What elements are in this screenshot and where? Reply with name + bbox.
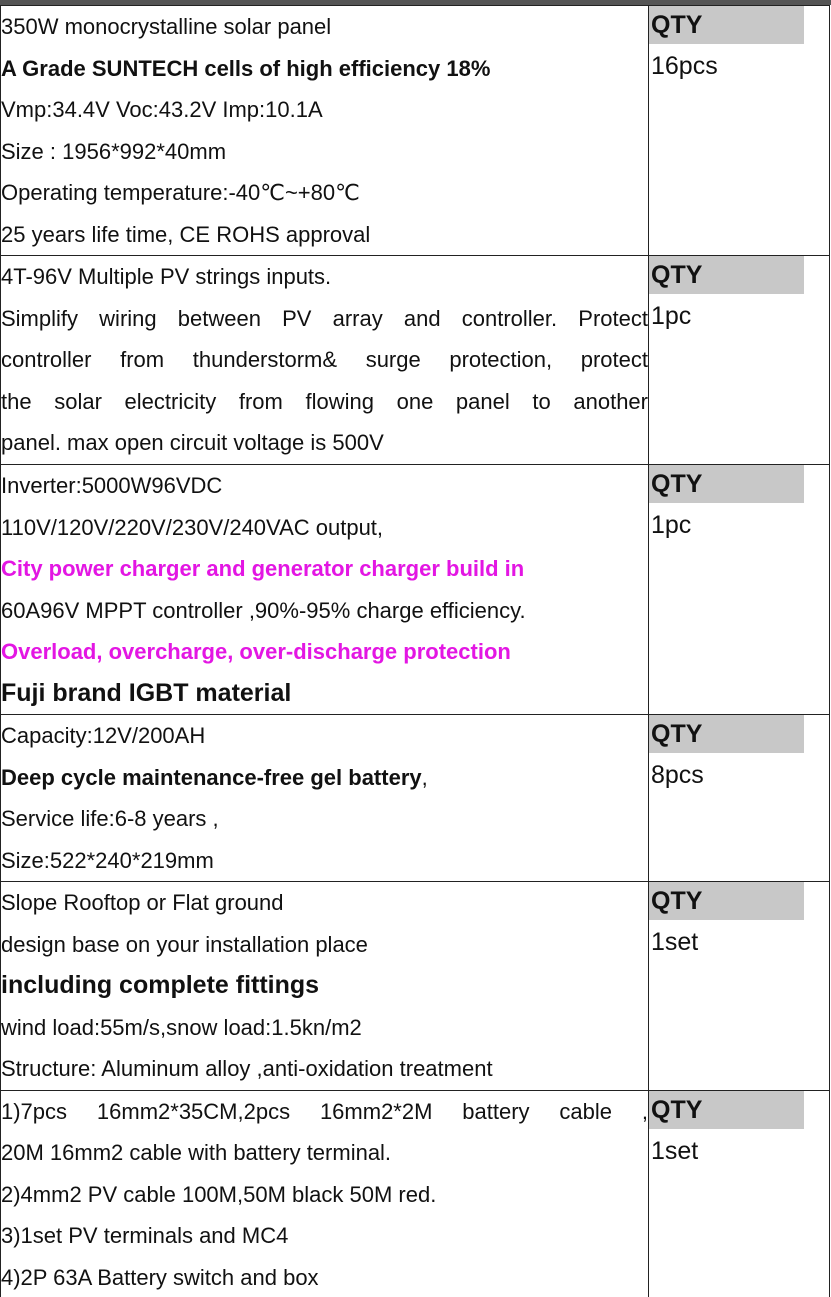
combiner-description-line: Simplify wiring between PV array and controller. Protect <box>1 305 648 331</box>
cable-item: 4)2P 63A Battery switch and box <box>1 1264 319 1290</box>
qty-cell <box>649 6 830 256</box>
qty-label: QTY <box>649 882 804 920</box>
qty-value: 1set <box>651 1136 699 1165</box>
battery-type: Deep cycle maintenance-free gel battery <box>1 764 422 790</box>
qty-label: QTY <box>649 465 804 503</box>
battery-type-line <box>1 757 648 799</box>
cable-item: 2)4mm2 PV cable 100M,50M black 50M red. <box>1 1181 437 1207</box>
description-cell <box>1 6 649 256</box>
mounting-fittings: including complete fittings <box>1 971 320 999</box>
qty-value: 16pcs <box>651 52 718 80</box>
battery-type-punctuation: , <box>421 764 428 790</box>
table-row-inverter <box>1 465 830 715</box>
qty-value: 1pc <box>651 511 692 539</box>
panel-operating-temp: Operating temperature:-40℃~+80℃ <box>1 180 360 205</box>
qty-cell <box>649 465 830 715</box>
cable-item: 20M 16mm2 cable with battery terminal. <box>1 1140 392 1165</box>
product-spec-table <box>0 5 830 1297</box>
inverter-output: 110V/120V/220V/230V/240VAC output, <box>1 514 384 540</box>
inverter-charger-highlight: City power charger and generator charger build in <box>1 556 525 581</box>
panel-size: Size : 1956*992*40mm <box>1 138 227 164</box>
panel-cells-grade: A Grade SUNTECH cells of high efficiency 18% <box>1 55 491 81</box>
table-row-battery <box>1 715 830 882</box>
qty-value: 1set <box>651 928 699 956</box>
cable-item: 3)1set PV terminals and MC4 <box>1 1223 289 1248</box>
panel-title: 350W monocrystalline solar panel <box>1 14 332 39</box>
table-row-solar-panel <box>1 6 830 256</box>
description-cell <box>1 1090 649 1297</box>
qty-value: 8pcs <box>651 761 704 789</box>
mounting-title: Slope Rooftop or Flat ground <box>1 890 284 915</box>
qty-value: 1pc <box>651 302 692 330</box>
mounting-structure: Structure: Aluminum alloy ,anti-oxidation treatment <box>1 1056 493 1081</box>
combiner-description-line: the solar electricity from flowing one panel to another <box>1 388 648 414</box>
inverter-igbt-material: Fuji brand IGBT material <box>1 678 292 707</box>
qty-label: QTY <box>649 6 804 44</box>
qty-label: QTY <box>649 1091 804 1129</box>
description-cell <box>1 882 649 1091</box>
battery-service-life: Service life:6-8 years , <box>1 806 219 831</box>
inverter-mppt: 60A96V MPPT controller ,90%-95% charge efficiency. <box>1 597 526 623</box>
qty-cell <box>649 882 830 1091</box>
mounting-design: design base on your installation place <box>1 931 368 957</box>
table-row-mounting <box>1 882 830 1091</box>
cable-item: 1)7pcs 16mm2*35CM,2pcs 16mm2*2M battery cable , <box>1 1098 648 1124</box>
battery-capacity: Capacity:12V/200AH <box>1 723 206 748</box>
qty-label: QTY <box>649 256 804 294</box>
panel-lifetime: 25 years life time, CE ROHS approval <box>1 221 371 247</box>
combiner-description-line: controller from thunderstorm& surge protection, protect <box>1 347 648 372</box>
battery-size: Size:522*240*219mm <box>1 847 214 873</box>
inverter-title: Inverter:5000W96VDC <box>1 473 223 498</box>
qty-cell <box>649 256 830 465</box>
mounting-load-ratings: wind load:55m/s,snow load:1.5kn/m2 <box>1 1014 362 1040</box>
description-cell <box>1 256 649 465</box>
qty-cell <box>649 715 830 882</box>
description-cell <box>1 715 649 882</box>
inverter-protection-highlight: Overload, overcharge, over-discharge protection <box>1 639 511 664</box>
qty-cell <box>649 1090 830 1297</box>
qty-label: QTY <box>649 715 804 753</box>
combiner-description-line: panel. max open circuit voltage is 500V <box>1 430 384 455</box>
table-row-cables <box>1 1090 830 1297</box>
description-cell <box>1 465 649 715</box>
combiner-title: 4T-96V Multiple PV strings inputs. <box>1 264 332 289</box>
panel-electrical-specs: Vmp:34.4V Voc:43.2V Imp:10.1A <box>1 97 323 122</box>
table-row-combiner-box <box>1 256 830 465</box>
